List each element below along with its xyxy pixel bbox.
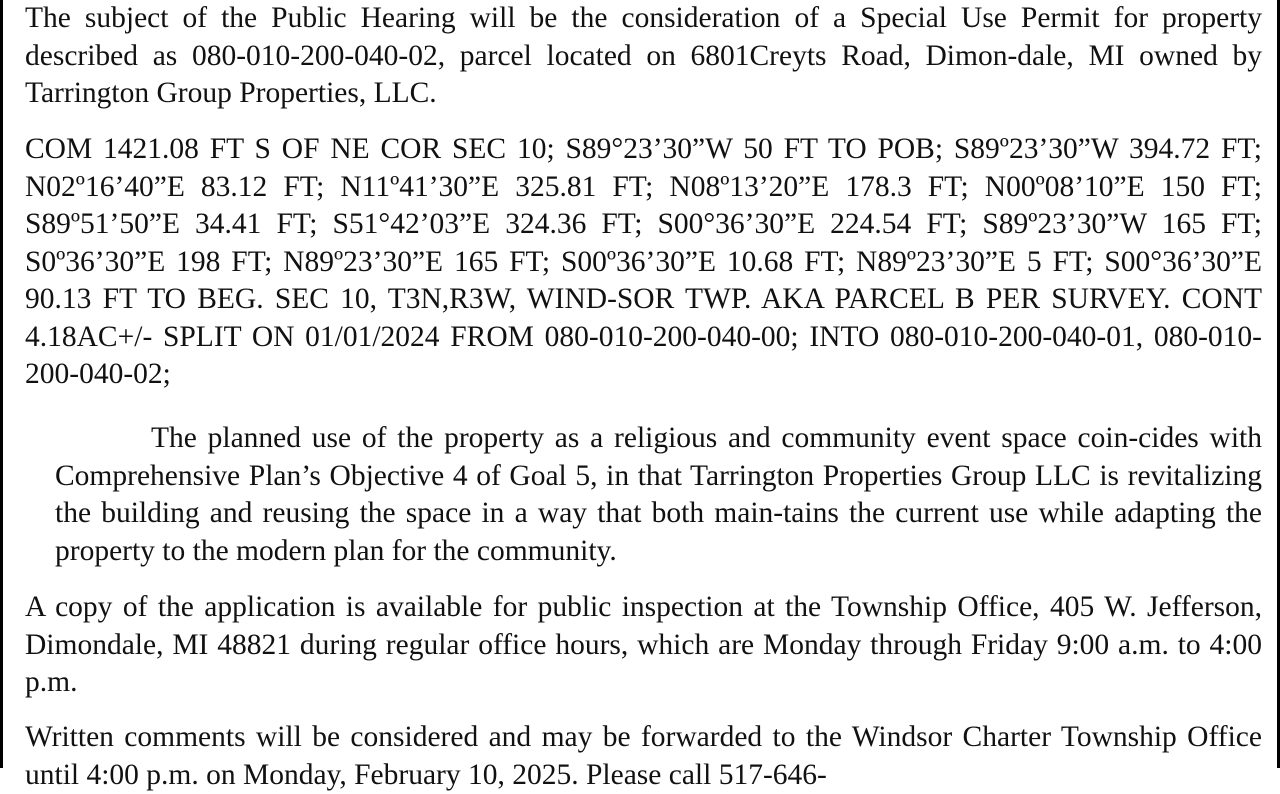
paragraph-application-copy: A copy of the application is available for public inspection at the Township Office, 405 W. Jefferson, Dimondale, MI 48821 during regular office hours, which are Monday through Friday 9:00 a.m. to 4:00 p.m. xyxy=(25,591,1262,698)
paragraph-subject: The subject of the Public Hearing will be the consideration of a Special Use Permit for property described as 080-010-200-040-02, parcel located on 6801Creyts Road, Dimon-dale, MI owned by Tarrington Group Properties, LLC. xyxy=(25,2,1262,109)
paragraph-planned-use: The planned use of the property as a religious and community event space coin-cides with Comprehensive Plan’s Objective 4 of Goal 5, in that Tarrington Properties Group LLC is revitalizing the building and reusing the space in a way that both main-tains the current use while adapting the property to the modern plan for the community. xyxy=(55,422,1262,567)
paragraph-written-comments: Written comments will be considered and may be forwarded to the Windsor Charter Township Office until 4:00 p.m. on Monday, February 10, 2025. Please call 517-646- xyxy=(25,721,1262,791)
paragraph-legal-description: COM 1421.08 FT S OF NE COR SEC 10; S89°23’30”W 50 FT TO POB; S89º23’30”W 394.72 FT; N02º16’40”E 83.12 FT; N11º41’30”E 325.81 FT; N08º13’20”E 178.3 FT; N00º08’10”E 150 FT; S89º51’50”E 34.41 FT; S51°42’03”E 324.36 FT; S00°36’30”E 224.54 FT; S89º23’30”W 165 FT; S0º36’30”E 198 FT; N89º23’30”E 165 FT; S00º36’30”E 10.68 FT; N89º23’30”E 5 FT; S00°36’30”E 90.13 FT TO BEG. SEC 10, T3N,R3W, WIND-SOR TWP. AKA PARCEL B PER SURVEY. CONT 4.18AC+/- SPLIT ON 01/01/2024 FROM 080-010-200-040-00; INTO 080-010-200-040-01, 080-010-200-040-02; xyxy=(25,133,1262,390)
